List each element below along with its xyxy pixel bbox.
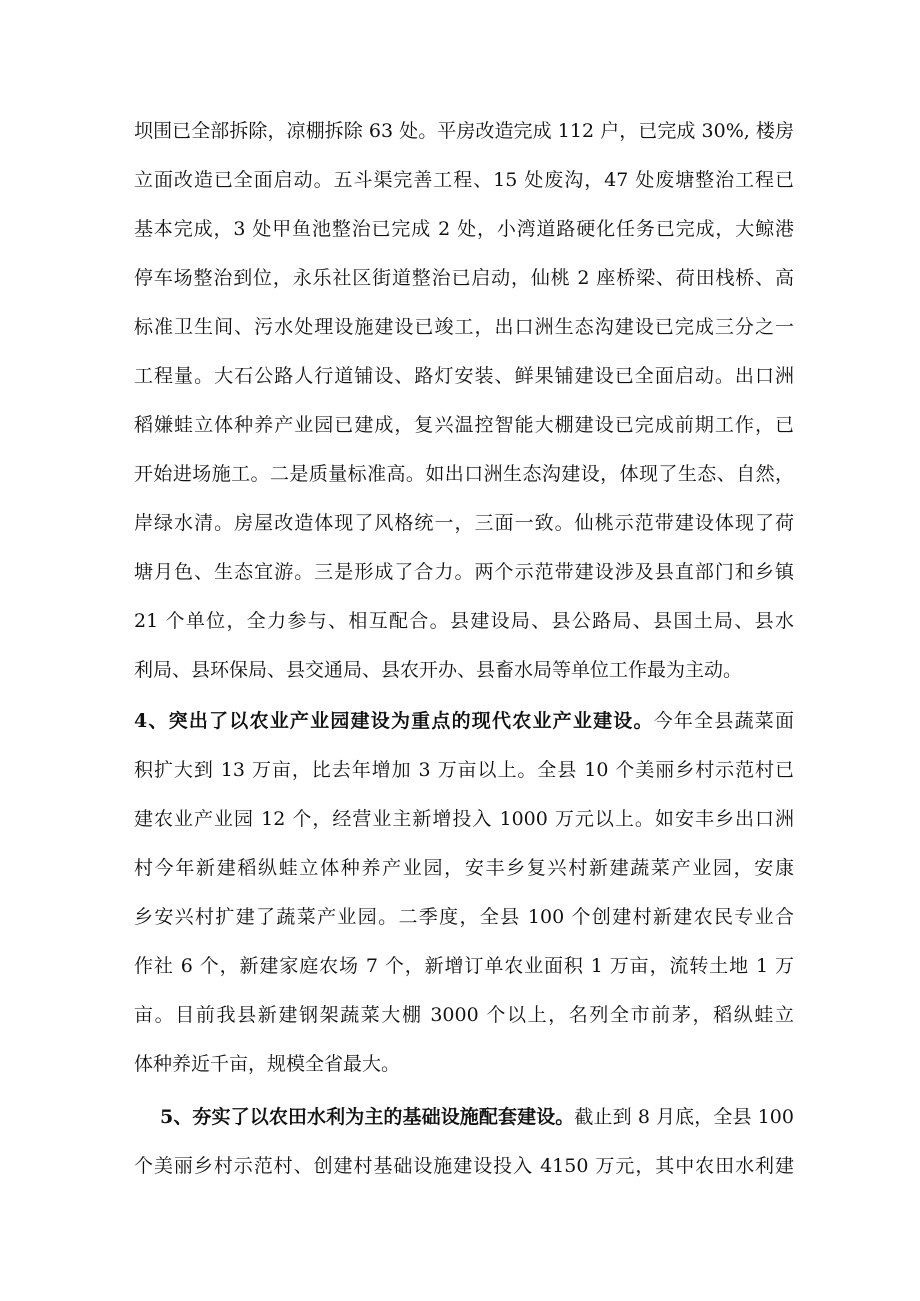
section-5-heading: 5、夯实了以农田水利为主的基础设施配套建设。 — [160, 1106, 575, 1128]
section-4-first-line — [134, 701, 794, 741]
body-text-line: 工程量。大石公路人行道铺设、路灯安装、鲜果铺建设已全面启动。出口洲 — [134, 365, 794, 387]
section-4-heading: 4、突出了以农业产业园建设为重点的现代农业产业建设。 — [134, 710, 654, 732]
body-text-line: 乡安兴村扩建了蔬菜产业园。二季度，全县 100 个创建村新建农民专业合 — [134, 906, 794, 928]
section-5-first-line — [160, 1097, 794, 1137]
body-text-line: 积扩大到 13 万亩，比去年增加 3 万亩以上。全县 10 个美丽乡村示范村已 — [134, 759, 794, 781]
section-4-lead-text: 今年全县蔬菜面 — [653, 710, 794, 732]
body-text-line: 开始进场施工。二是质量标准高。如出口洲生态沟建设，体现了生态、自然， — [134, 463, 794, 485]
body-text-line: 体种养近千亩，规模全省最大。 — [134, 1053, 401, 1075]
body-text-line: 亩。目前我县新建钢架蔬菜大棚 3000 个以上，名列全市前茅，稻纵蛙立 — [134, 1004, 794, 1026]
body-text-line: 稻嫌蛙立体种养产业园已建成，复兴温控智能大棚建设已完成前期工作，已 — [134, 414, 794, 436]
body-text-line: 作社 6 个，新建家庭农场 7 个，新增订单农业面积 1 万亩，流转土地 1 万 — [134, 955, 794, 977]
section-5-lead-text: 截止到 8 月底，全县 100 — [574, 1106, 794, 1128]
body-text-line: 21 个单位，全力参与、相互配合。县建设局、县公路局、县国土局、县水 — [134, 610, 794, 632]
body-text-line: 坝围已全部拆除，凉棚拆除 63 处。平房改造完成 112 户，已完成 30%, 楼房 — [134, 120, 794, 142]
body-text-line: 个美丽乡村示范村、创建村基础设施建设投入 4150 万元，其中农田水利建 — [134, 1155, 794, 1177]
body-text-line: 塘月色、生态宜游。三是形成了合力。两个示范带建设涉及县直部门和乡镇 — [134, 561, 794, 583]
body-text-line: 建农业产业园 12 个，经营业主新增投入 1000 万元以上。如安丰乡出口洲 — [134, 808, 794, 830]
body-text-line: 停车场整治到位，永乐社区街道整治已启动，仙桃 2 座桥梁、荷田栈桥、高 — [134, 267, 794, 289]
body-text-line: 基本完成，3 处甲鱼池整治已完成 2 处，小湾道路硬化任务已完成，大鲸港 — [134, 218, 794, 240]
body-text-line: 村今年新建稻纵蛙立体种养产业园，安丰乡复兴村新建蔬菜产业园，安康 — [134, 857, 794, 879]
body-text-line: 标准卫生间、污水处理设施建设已竣工，出口洲生态沟建设已完成三分之一 — [134, 316, 794, 338]
body-text-line: 利局、县环保局、县交通局、县农开办、县畜水局等单位工作最为主动。 — [134, 659, 743, 681]
body-text-line: 岸绿水清。房屋改造体现了风格统一，三面一致。仙桃示范带建设体现了荷 — [134, 512, 794, 534]
body-text-line: 立面改造已全面启动。五斗渠完善工程、15 处废沟，47 处废塘整治工程已 — [134, 169, 794, 191]
